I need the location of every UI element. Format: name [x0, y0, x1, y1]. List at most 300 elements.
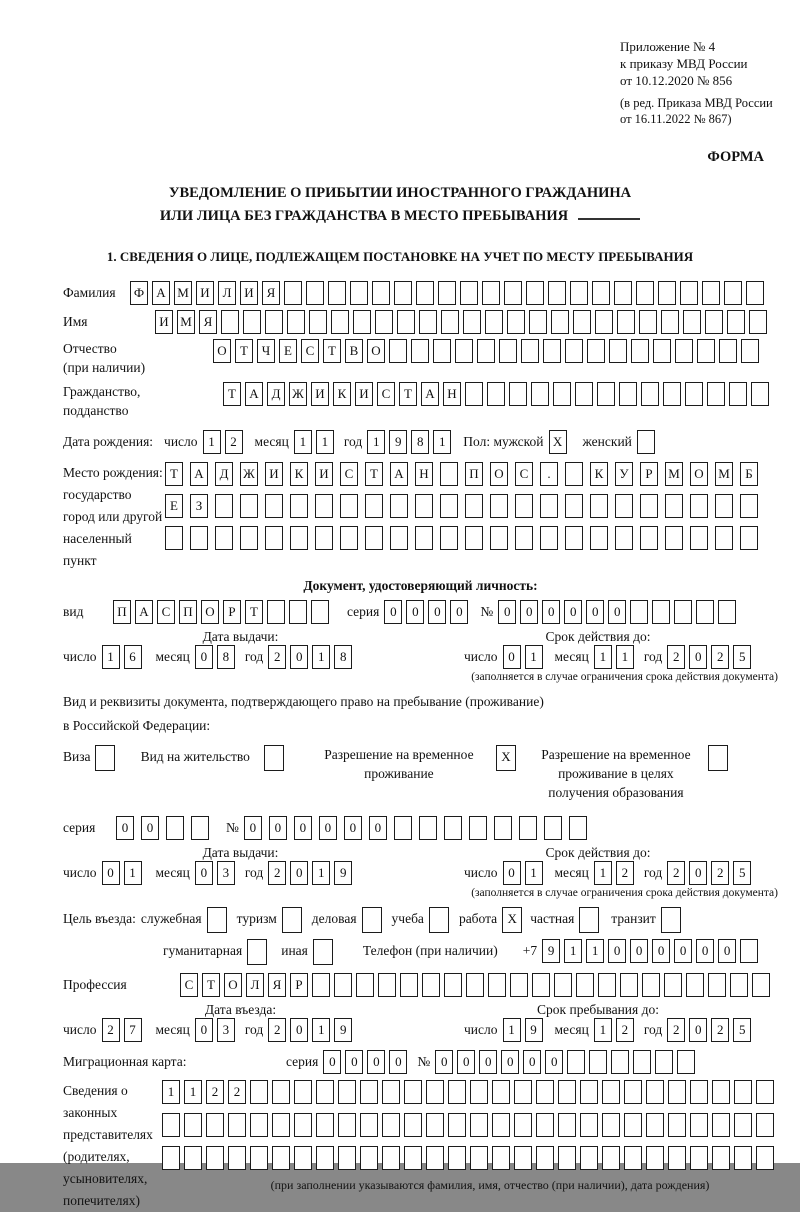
char-box[interactable]: О: [690, 462, 708, 486]
char-box[interactable]: X: [502, 907, 522, 933]
char-box[interactable]: X: [496, 745, 516, 771]
char-box[interactable]: [492, 1113, 510, 1137]
char-box[interactable]: [580, 1113, 598, 1137]
char-box[interactable]: Н: [443, 382, 461, 406]
char-box[interactable]: [316, 1113, 334, 1137]
char-box[interactable]: Я: [262, 281, 280, 305]
char-box[interactable]: А: [152, 281, 170, 305]
char-box[interactable]: [465, 382, 483, 406]
char-box[interactable]: [228, 1146, 246, 1170]
char-box[interactable]: [162, 1146, 180, 1170]
char-box[interactable]: 0: [545, 1050, 563, 1074]
char-box[interactable]: [382, 1113, 400, 1137]
char-box[interactable]: [576, 973, 594, 997]
char-box[interactable]: С: [515, 462, 533, 486]
char-box[interactable]: [536, 1080, 554, 1104]
char-box[interactable]: А: [245, 382, 263, 406]
char-box[interactable]: 8: [217, 645, 235, 669]
char-box[interactable]: 0: [689, 861, 707, 885]
char-box[interactable]: [570, 281, 588, 305]
char-box[interactable]: 1: [433, 430, 451, 454]
char-box[interactable]: П: [113, 600, 131, 624]
char-box[interactable]: [390, 526, 408, 550]
char-box[interactable]: 2: [711, 645, 729, 669]
char-box[interactable]: [184, 1113, 202, 1137]
char-box[interactable]: [712, 1146, 730, 1170]
char-box[interactable]: 0: [450, 600, 468, 624]
char-box[interactable]: [282, 907, 302, 933]
char-box[interactable]: 2: [268, 861, 286, 885]
char-box[interactable]: [646, 1080, 664, 1104]
char-box[interactable]: [592, 281, 610, 305]
char-box[interactable]: 1: [525, 645, 543, 669]
char-box[interactable]: [624, 1146, 642, 1170]
char-box[interactable]: Т: [235, 339, 253, 363]
char-box[interactable]: 3: [217, 861, 235, 885]
char-box[interactable]: [162, 1113, 180, 1137]
char-box[interactable]: [338, 1146, 356, 1170]
char-box[interactable]: Е: [165, 494, 183, 518]
char-box[interactable]: К: [290, 462, 308, 486]
char-box[interactable]: [494, 816, 512, 840]
char-box[interactable]: М: [177, 310, 195, 334]
char-box[interactable]: [465, 494, 483, 518]
char-box[interactable]: Д: [215, 462, 233, 486]
char-box[interactable]: 0: [406, 600, 424, 624]
char-box[interactable]: [488, 973, 506, 997]
char-box[interactable]: [290, 494, 308, 518]
char-box[interactable]: [702, 281, 720, 305]
char-box[interactable]: 1: [616, 645, 634, 669]
char-box[interactable]: И: [311, 382, 329, 406]
char-box[interactable]: [340, 494, 358, 518]
char-box[interactable]: [390, 494, 408, 518]
char-box[interactable]: 8: [411, 430, 429, 454]
char-box[interactable]: 0: [564, 600, 582, 624]
char-box[interactable]: [287, 310, 305, 334]
char-box[interactable]: [316, 1146, 334, 1170]
char-box[interactable]: 1: [316, 430, 334, 454]
char-box[interactable]: X: [549, 430, 567, 454]
char-box[interactable]: 0: [608, 939, 626, 963]
char-box[interactable]: [565, 339, 583, 363]
char-box[interactable]: Р: [640, 462, 658, 486]
char-box[interactable]: [360, 1146, 378, 1170]
char-box[interactable]: [509, 382, 527, 406]
char-box[interactable]: [382, 1146, 400, 1170]
char-box[interactable]: [718, 600, 736, 624]
char-box[interactable]: [642, 973, 660, 997]
char-box[interactable]: [315, 526, 333, 550]
char-box[interactable]: 2: [206, 1080, 224, 1104]
char-box[interactable]: [734, 1080, 752, 1104]
char-box[interactable]: 1: [102, 645, 120, 669]
char-box[interactable]: [595, 310, 613, 334]
char-box[interactable]: [372, 281, 390, 305]
char-box[interactable]: 0: [428, 600, 446, 624]
char-box[interactable]: 0: [435, 1050, 453, 1074]
char-box[interactable]: [580, 1146, 598, 1170]
char-box[interactable]: 1: [525, 861, 543, 885]
char-box[interactable]: [433, 339, 451, 363]
char-box[interactable]: [624, 1080, 642, 1104]
char-box[interactable]: [690, 494, 708, 518]
char-box[interactable]: 1: [312, 645, 330, 669]
char-box[interactable]: [315, 494, 333, 518]
char-box[interactable]: [749, 310, 767, 334]
char-box[interactable]: [313, 939, 333, 965]
char-box[interactable]: [751, 382, 769, 406]
char-box[interactable]: [686, 973, 704, 997]
char-box[interactable]: 0: [102, 861, 120, 885]
char-box[interactable]: И: [355, 382, 373, 406]
char-box[interactable]: И: [315, 462, 333, 486]
char-box[interactable]: 9: [334, 1018, 352, 1042]
char-box[interactable]: [265, 310, 283, 334]
char-box[interactable]: [529, 310, 547, 334]
char-box[interactable]: [510, 973, 528, 997]
char-box[interactable]: 0: [244, 816, 262, 840]
char-box[interactable]: [306, 281, 324, 305]
char-box[interactable]: 2: [225, 430, 243, 454]
char-box[interactable]: [611, 1050, 629, 1074]
char-box[interactable]: [690, 526, 708, 550]
char-box[interactable]: 9: [542, 939, 560, 963]
char-box[interactable]: 0: [608, 600, 626, 624]
char-box[interactable]: [444, 816, 462, 840]
char-box[interactable]: Ф: [130, 281, 148, 305]
char-box[interactable]: [715, 494, 733, 518]
char-box[interactable]: [419, 310, 437, 334]
char-box[interactable]: [558, 1146, 576, 1170]
char-box[interactable]: Т: [323, 339, 341, 363]
char-box[interactable]: [265, 526, 283, 550]
char-box[interactable]: 0: [586, 600, 604, 624]
char-box[interactable]: [221, 310, 239, 334]
char-box[interactable]: 0: [384, 600, 402, 624]
char-box[interactable]: Я: [268, 973, 286, 997]
char-box[interactable]: [637, 430, 655, 454]
char-box[interactable]: 2: [667, 645, 685, 669]
char-box[interactable]: [690, 1113, 708, 1137]
char-box[interactable]: 2: [667, 861, 685, 885]
char-box[interactable]: [696, 600, 714, 624]
char-box[interactable]: С: [180, 973, 198, 997]
char-box[interactable]: С: [301, 339, 319, 363]
char-box[interactable]: [448, 1080, 466, 1104]
char-box[interactable]: [633, 1050, 651, 1074]
char-box[interactable]: [661, 310, 679, 334]
char-box[interactable]: [526, 281, 544, 305]
char-box[interactable]: [668, 1080, 686, 1104]
char-box[interactable]: [734, 1146, 752, 1170]
char-box[interactable]: 1: [503, 1018, 521, 1042]
char-box[interactable]: [655, 1050, 673, 1074]
char-box[interactable]: 0: [503, 645, 521, 669]
char-box[interactable]: [272, 1146, 290, 1170]
char-box[interactable]: [569, 816, 587, 840]
char-box[interactable]: Т: [365, 462, 383, 486]
char-box[interactable]: Т: [245, 600, 263, 624]
char-box[interactable]: [294, 1080, 312, 1104]
char-box[interactable]: [540, 494, 558, 518]
char-box[interactable]: [515, 494, 533, 518]
char-box[interactable]: [756, 1146, 774, 1170]
char-box[interactable]: .: [540, 462, 558, 486]
char-box[interactable]: 2: [102, 1018, 120, 1042]
char-box[interactable]: [653, 339, 671, 363]
char-box[interactable]: [290, 526, 308, 550]
char-box[interactable]: [243, 310, 261, 334]
char-box[interactable]: [665, 494, 683, 518]
char-box[interactable]: [360, 1080, 378, 1104]
char-box[interactable]: П: [465, 462, 483, 486]
char-box[interactable]: А: [135, 600, 153, 624]
char-box[interactable]: [426, 1080, 444, 1104]
char-box[interactable]: [707, 382, 725, 406]
char-box[interactable]: О: [224, 973, 242, 997]
char-box[interactable]: [724, 281, 742, 305]
char-box[interactable]: [338, 1080, 356, 1104]
char-box[interactable]: [394, 281, 412, 305]
char-box[interactable]: [674, 600, 692, 624]
char-box[interactable]: 1: [594, 1018, 612, 1042]
char-box[interactable]: Т: [223, 382, 241, 406]
char-box[interactable]: А: [390, 462, 408, 486]
char-box[interactable]: [602, 1113, 620, 1137]
char-box[interactable]: [619, 382, 637, 406]
char-box[interactable]: [617, 310, 635, 334]
char-box[interactable]: [422, 973, 440, 997]
char-box[interactable]: [429, 907, 449, 933]
char-box[interactable]: 0: [696, 939, 714, 963]
char-box[interactable]: [664, 973, 682, 997]
char-box[interactable]: [615, 494, 633, 518]
char-box[interactable]: О: [213, 339, 231, 363]
char-box[interactable]: [438, 281, 456, 305]
char-box[interactable]: [734, 1113, 752, 1137]
char-box[interactable]: [708, 973, 726, 997]
char-box[interactable]: [712, 1113, 730, 1137]
char-box[interactable]: [448, 1146, 466, 1170]
char-box[interactable]: 2: [616, 1018, 634, 1042]
char-box[interactable]: 1: [162, 1080, 180, 1104]
char-box[interactable]: 8: [334, 645, 352, 669]
char-box[interactable]: [697, 339, 715, 363]
char-box[interactable]: [397, 310, 415, 334]
char-box[interactable]: [636, 281, 654, 305]
char-box[interactable]: 0: [369, 816, 387, 840]
char-box[interactable]: 0: [479, 1050, 497, 1074]
char-box[interactable]: [394, 816, 412, 840]
char-box[interactable]: К: [590, 462, 608, 486]
char-box[interactable]: Р: [223, 600, 241, 624]
char-box[interactable]: [470, 1113, 488, 1137]
char-box[interactable]: [690, 1146, 708, 1170]
char-box[interactable]: [579, 907, 599, 933]
char-box[interactable]: [680, 281, 698, 305]
char-box[interactable]: М: [174, 281, 192, 305]
char-box[interactable]: [426, 1113, 444, 1137]
char-box[interactable]: 0: [141, 816, 159, 840]
char-box[interactable]: [602, 1146, 620, 1170]
char-box[interactable]: [565, 462, 583, 486]
char-box[interactable]: [265, 494, 283, 518]
char-box[interactable]: [641, 382, 659, 406]
char-box[interactable]: [482, 281, 500, 305]
char-box[interactable]: [675, 339, 693, 363]
char-box[interactable]: [215, 526, 233, 550]
char-box[interactable]: 6: [124, 645, 142, 669]
char-box[interactable]: [382, 1080, 400, 1104]
char-box[interactable]: [677, 1050, 695, 1074]
char-box[interactable]: [455, 339, 473, 363]
char-box[interactable]: [652, 600, 670, 624]
char-box[interactable]: [741, 339, 759, 363]
char-box[interactable]: 0: [630, 939, 648, 963]
char-box[interactable]: [730, 973, 748, 997]
char-box[interactable]: 2: [711, 1018, 729, 1042]
char-box[interactable]: С: [377, 382, 395, 406]
char-box[interactable]: Т: [165, 462, 183, 486]
char-box[interactable]: Ч: [257, 339, 275, 363]
char-box[interactable]: 0: [520, 600, 538, 624]
char-box[interactable]: Б: [740, 462, 758, 486]
char-box[interactable]: [378, 973, 396, 997]
char-box[interactable]: [311, 600, 329, 624]
char-box[interactable]: [602, 1080, 620, 1104]
char-box[interactable]: [470, 1146, 488, 1170]
char-box[interactable]: [580, 1080, 598, 1104]
char-box[interactable]: 0: [294, 816, 312, 840]
char-box[interactable]: [404, 1080, 422, 1104]
char-box[interactable]: [640, 526, 658, 550]
char-box[interactable]: [756, 1080, 774, 1104]
char-box[interactable]: [415, 494, 433, 518]
char-box[interactable]: [350, 281, 368, 305]
char-box[interactable]: 0: [319, 816, 337, 840]
char-box[interactable]: [729, 382, 747, 406]
char-box[interactable]: Я: [199, 310, 217, 334]
char-box[interactable]: [646, 1146, 664, 1170]
char-box[interactable]: [389, 339, 407, 363]
char-box[interactable]: 1: [203, 430, 221, 454]
char-box[interactable]: 0: [195, 645, 213, 669]
char-box[interactable]: [250, 1080, 268, 1104]
char-box[interactable]: [267, 600, 285, 624]
char-box[interactable]: 0: [116, 816, 134, 840]
char-box[interactable]: [543, 339, 561, 363]
char-box[interactable]: [448, 1113, 466, 1137]
char-box[interactable]: [551, 310, 569, 334]
char-box[interactable]: 0: [457, 1050, 475, 1074]
char-box[interactable]: 7: [124, 1018, 142, 1042]
char-box[interactable]: [558, 1113, 576, 1137]
char-box[interactable]: [587, 339, 605, 363]
char-box[interactable]: [294, 1146, 312, 1170]
char-box[interactable]: А: [421, 382, 439, 406]
char-box[interactable]: [609, 339, 627, 363]
char-box[interactable]: [590, 526, 608, 550]
char-box[interactable]: [727, 310, 745, 334]
char-box[interactable]: И: [265, 462, 283, 486]
char-box[interactable]: [640, 494, 658, 518]
char-box[interactable]: [272, 1080, 290, 1104]
char-box[interactable]: [540, 526, 558, 550]
char-box[interactable]: В: [345, 339, 363, 363]
char-box[interactable]: [544, 816, 562, 840]
char-box[interactable]: [665, 526, 683, 550]
char-box[interactable]: [620, 973, 638, 997]
char-box[interactable]: П: [179, 600, 197, 624]
char-box[interactable]: 0: [542, 600, 560, 624]
char-box[interactable]: [590, 494, 608, 518]
char-box[interactable]: 1: [367, 430, 385, 454]
char-box[interactable]: [228, 1113, 246, 1137]
char-box[interactable]: 2: [228, 1080, 246, 1104]
char-box[interactable]: 0: [290, 1018, 308, 1042]
char-box[interactable]: [746, 281, 764, 305]
char-box[interactable]: [631, 339, 649, 363]
char-box[interactable]: Т: [399, 382, 417, 406]
char-box[interactable]: [375, 310, 393, 334]
char-box[interactable]: [492, 1146, 510, 1170]
char-box[interactable]: [415, 526, 433, 550]
char-box[interactable]: [548, 281, 566, 305]
char-box[interactable]: [312, 973, 330, 997]
char-box[interactable]: [460, 281, 478, 305]
char-box[interactable]: [589, 1050, 607, 1074]
char-box[interactable]: 2: [268, 1018, 286, 1042]
char-box[interactable]: [207, 907, 227, 933]
char-box[interactable]: [440, 526, 458, 550]
char-box[interactable]: О: [490, 462, 508, 486]
char-box[interactable]: [514, 1146, 532, 1170]
char-box[interactable]: [658, 281, 676, 305]
char-box[interactable]: [250, 1146, 268, 1170]
char-box[interactable]: [531, 382, 549, 406]
char-box[interactable]: [289, 600, 307, 624]
char-box[interactable]: И: [240, 281, 258, 305]
char-box[interactable]: [554, 973, 572, 997]
char-box[interactable]: [708, 745, 728, 771]
char-box[interactable]: [553, 382, 571, 406]
char-box[interactable]: А: [190, 462, 208, 486]
char-box[interactable]: 0: [652, 939, 670, 963]
char-box[interactable]: [715, 526, 733, 550]
char-box[interactable]: [264, 745, 284, 771]
char-box[interactable]: [712, 1080, 730, 1104]
char-box[interactable]: 9: [334, 861, 352, 885]
char-box[interactable]: [419, 816, 437, 840]
char-box[interactable]: [515, 526, 533, 550]
char-box[interactable]: С: [157, 600, 175, 624]
char-box[interactable]: [466, 973, 484, 997]
char-box[interactable]: [740, 939, 758, 963]
char-box[interactable]: [661, 907, 681, 933]
char-box[interactable]: [615, 526, 633, 550]
char-box[interactable]: [470, 1080, 488, 1104]
char-box[interactable]: 0: [718, 939, 736, 963]
char-box[interactable]: [469, 816, 487, 840]
char-box[interactable]: [416, 281, 434, 305]
char-box[interactable]: [492, 1080, 510, 1104]
char-box[interactable]: [95, 745, 115, 771]
char-box[interactable]: [250, 1113, 268, 1137]
char-box[interactable]: [240, 526, 258, 550]
char-box[interactable]: [184, 1146, 202, 1170]
char-box[interactable]: [565, 494, 583, 518]
